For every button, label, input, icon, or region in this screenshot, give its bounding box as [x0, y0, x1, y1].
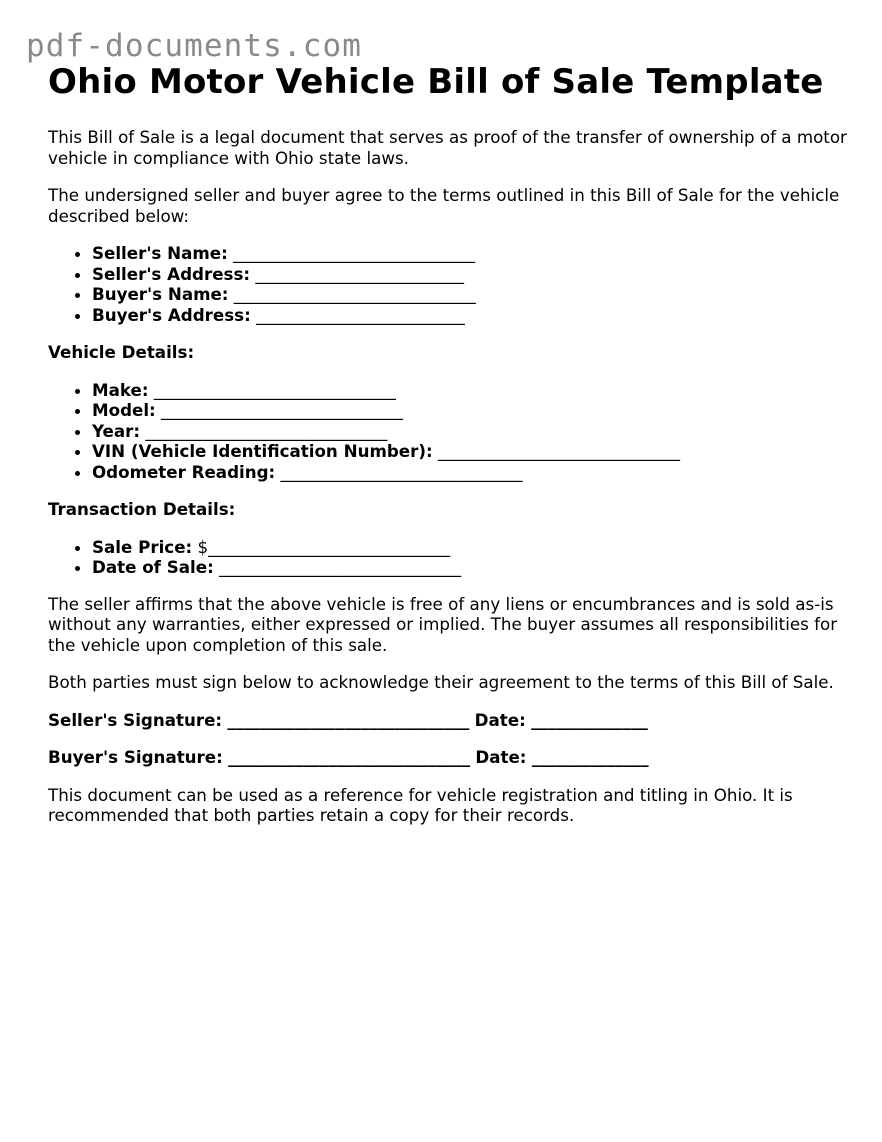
- odometer-field[interactable]: _____________________________: [280, 461, 523, 482]
- list-item-make: [92, 380, 848, 401]
- list-item-odometer: [92, 462, 848, 483]
- date-of-sale-field[interactable]: _____________________________: [219, 557, 462, 577]
- agreement-paragraph: The undersigned seller and buyer agree to the terms outlined in this Bill of Sale for the vehicle described below:: [48, 185, 840, 226]
- list-item-year: [92, 421, 848, 442]
- make-field[interactable]: _____________________________: [153, 379, 396, 400]
- site-watermark: pdf-documents.com: [26, 28, 362, 64]
- vehicle-details-heading: Vehicle Details:: [48, 342, 195, 362]
- field-label: VIN (Vehicle Identification Number):: [92, 441, 433, 461]
- list-item-seller-name: [92, 243, 848, 264]
- seller-signature-field[interactable]: _____________________________: [227, 709, 470, 730]
- seller-signature-label: Seller's Signature:: [48, 709, 223, 730]
- list-item-model: [92, 400, 848, 421]
- list-item-buyer-name: [92, 284, 848, 305]
- buyer-signature-line: [48, 747, 848, 768]
- buyer-signature-label: Buyer's Signature:: [48, 747, 223, 767]
- seller-address-field[interactable]: _________________________: [255, 263, 464, 284]
- buyer-name-field[interactable]: _____________________________: [233, 284, 476, 304]
- document-title: Ohio Motor Vehicle Bill of Sale Template: [48, 62, 824, 102]
- seller-date-label: Date:: [474, 709, 526, 730]
- buyer-date-field[interactable]: ______________: [531, 747, 649, 767]
- field-label: Buyer's Name:: [92, 284, 229, 304]
- field-label: Sale Price:: [92, 536, 193, 557]
- buyer-signature-field[interactable]: _____________________________: [228, 747, 471, 767]
- affirmation-paragraph: The seller affirms that the above vehicle is free of any liens or encumbrances and is sold as-is without any warranties, either expressed or implied. The buyer assumes all responsibilities for the vehicle upon completion of this sale.: [48, 593, 838, 655]
- field-label: Odometer Reading:: [92, 461, 276, 482]
- buyer-address-field[interactable]: _________________________: [256, 304, 465, 325]
- sale-price-field[interactable]: $_____________________________: [197, 536, 451, 557]
- model-field[interactable]: _____________________________: [161, 400, 404, 420]
- field-label: Seller's Address:: [92, 263, 251, 284]
- field-label: Date of Sale:: [92, 557, 214, 577]
- list-item-seller-address: [92, 264, 848, 285]
- field-label: Make:: [92, 379, 149, 400]
- list-item-date-of-sale: [92, 557, 848, 578]
- transaction-details-heading: Transaction Details:: [48, 499, 236, 519]
- field-label: Buyer's Address:: [92, 304, 251, 325]
- parties-list: [48, 243, 848, 325]
- seller-name-field[interactable]: _____________________________: [233, 243, 476, 263]
- field-label: Seller's Name:: [92, 243, 228, 263]
- document-body: [48, 60, 848, 826]
- list-item-buyer-address: [92, 305, 848, 326]
- intro-paragraph: This Bill of Sale is a legal document that serves as proof of the transfer of ownership of a motor vehicle in compliance with Ohio state laws.: [48, 127, 847, 168]
- closing-paragraph: This document can be used as a reference for vehicle registration and titling in Ohio. It is recommended that both parties retain a copy for their records.: [48, 784, 793, 825]
- list-item-vin: [92, 441, 848, 462]
- vin-field[interactable]: _____________________________: [437, 441, 680, 461]
- year-field[interactable]: _____________________________: [145, 420, 388, 441]
- acknowledgement-paragraph: Both parties must sign below to acknowledge their agreement to the terms of this Bill of Sale.: [48, 672, 834, 692]
- buyer-date-label: Date:: [475, 747, 527, 767]
- field-label: Model:: [92, 400, 156, 420]
- list-item-sale-price: [92, 537, 848, 558]
- field-label: Year:: [92, 420, 141, 441]
- seller-signature-line: [48, 710, 848, 731]
- vehicle-details-list: [48, 380, 848, 483]
- seller-date-field[interactable]: ______________: [531, 709, 648, 730]
- transaction-details-list: [48, 537, 848, 578]
